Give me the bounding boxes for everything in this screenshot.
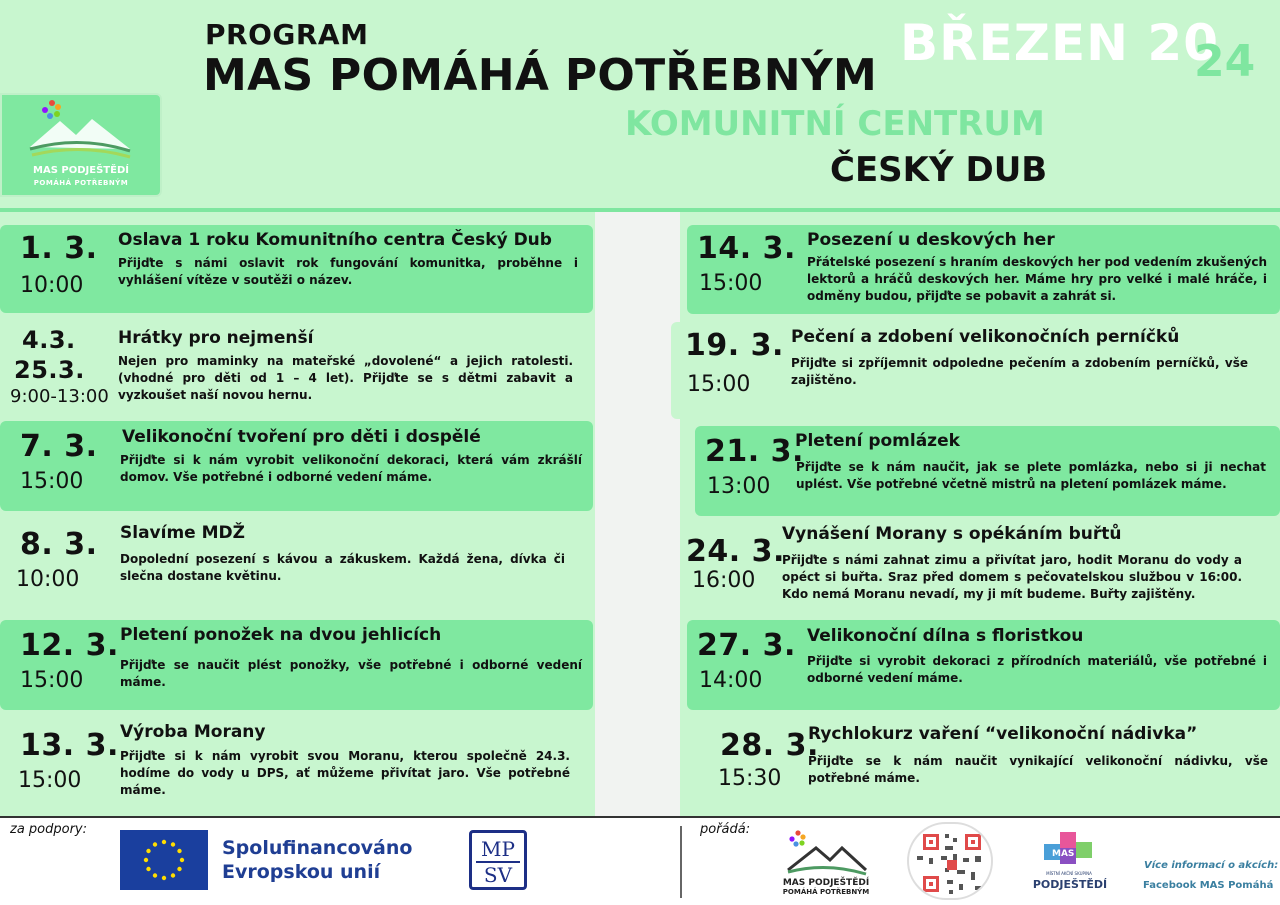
event-time: 10:00 [16,567,80,592]
header [0,0,1280,212]
event-card [687,225,1280,314]
more-info-label: Více informací o akcích: [1144,860,1279,871]
event-title: Vynášení Morany s opékáním buřtů [782,524,1122,544]
event-description: Přijďte si k nám vyrobit velikonoční dekoraci, která vám zkrášlí domov. Vše potřebné i odborné vedení máme. [120,453,582,484]
event-date: 8. 3. [20,527,98,562]
event-time: 14:00 [699,668,763,693]
event-description: Dopolední posezení s kávou a zákuskem. Každá žena, dívka či slečna dostane květinu. [120,552,565,583]
event-time: 15:00 [20,469,84,494]
event-date: 24. 3. [686,534,785,569]
event-time: 15:30 [718,766,782,791]
mpsv-logo [469,830,527,890]
event-card [0,421,593,511]
mpsv-bottom: SV [476,861,520,887]
event-description: Přijďte s námi oslavit rok fungování komunitka, proběhne i vyhlášení vítěze v soutěži o název. [118,256,578,287]
eu-text-line-1: Spolufinancováno [222,837,413,859]
event-date: 19. 3. [685,328,784,363]
event-date: 21. 3. [705,434,804,469]
event-date: 14. 3. [697,231,796,266]
event-description: Přijďte se naučit plést ponožky, vše potřebné i odborné vedení máme. [120,658,582,689]
event-card [687,620,1280,710]
footer [0,818,1280,905]
subtitle-city: ČESKÝ DUB [830,150,1048,190]
event-date: 12. 3. [20,628,119,663]
organizer-logo-line-1: MAS PODJEŠTĚDÍ [782,878,870,888]
event-time: 13:00 [707,474,771,499]
logo-text-2: POMÁHÁ POTŘEBNÝM [33,179,129,187]
event-time: 15:00 [699,271,763,296]
month-label: BŘEZEN 20 [900,14,1220,72]
event-description: Přijďte se k nám naučit vynikající velikonoční nádivku, vše potřebné máme. [808,754,1268,785]
middle-band [595,212,680,817]
year-suffix: 24 [1194,36,1256,87]
program-label: PROGRAM [205,18,369,51]
event-time: 15:00 [687,372,751,397]
mpsv-top: MP [481,837,515,861]
event-date: 7. 3. [20,429,98,464]
event-description: Nejen pro maminky na mateřské „dovolené“ a jejich ratolesti. (vhodné pro děti od 1 – 4 let). Přijďte se s dětmi zabavit a vyzkoušet naší novou hernu. [118,354,573,402]
mas-logo [0,93,162,197]
event-time: 15:00 [20,668,84,693]
eu-text-line-2: Evropskou unií [222,861,381,883]
event-description: Přátelské posezení s hraním deskových her pod vedením zkušených lektorů a hráčů deskových her. Máme hry pro velké i malé hráče, i odměny budou, přijďte se pobavit a zahrát si. [807,255,1267,303]
eu-flag-icon [120,830,208,890]
subtitle-community-center: KOMUNITNÍ CENTRUM [625,104,1045,144]
event-date: 4.3. [22,326,76,354]
organizer-label: pořádá: [700,822,751,837]
organizer-logo-line-2: POMÁHÁ POTŘEBNÝM [782,888,870,896]
event-date: 28. 3. [720,728,819,763]
event-description: Přijďte si k nám vyrobit svou Moranu, kterou společně 24.3. hodíme do vody u DPS, ať můžeme přivítat jaro. Vše potřebné máme. [120,749,570,797]
event-description: Přijďte si vyrobit dekoraci z přírodních materiálů, vše potřebné i odborné vedení máme. [807,654,1267,685]
event-title: Pletení ponožek na dvou jehlicích [120,625,442,645]
page-title: MAS POMÁHÁ POTŘEBNÝM [203,50,878,101]
event-date-2: 25.3. [14,356,85,384]
event-title: Velikonoční dílna s floristkou [807,626,1084,646]
event-card [0,620,593,710]
event-title: Slavíme MDŽ [120,523,245,543]
event-card [671,322,1280,419]
event-card [0,322,577,412]
event-card [680,520,1280,610]
event-description: Přijďte si zpříjemnit odpoledne pečením a zdobením perníčků, vše zajištěno. [791,356,1248,387]
puzzle-logo-icon [1038,826,1100,878]
event-date: 1. 3. [20,231,98,266]
event-title: Výroba Morany [120,722,266,742]
footer-separator [680,826,682,898]
qr-code-icon[interactable] [907,822,993,900]
event-card [706,718,1280,809]
event-time: 15:00 [18,768,82,793]
event-title: Hrátky pro nejmenší [118,328,314,348]
event-title: Oslava 1 roku Komunitního centra Český Dub [118,230,552,250]
event-card [0,519,577,609]
event-card [0,718,577,808]
event-date: 27. 3. [697,628,796,663]
support-label: za podpory: [10,822,88,837]
puzzle-letters: MAS [1052,849,1075,859]
puzzle-logo-text: PODJEŠTĚDÍ [1032,878,1108,891]
event-title: Velikonoční tvoření pro děti i dospělé [122,427,481,447]
event-title: Pletení pomlázek [795,431,960,451]
event-card [0,225,593,313]
event-time: 16:00 [692,568,756,593]
event-title: Rychlokurz vaření “velikonoční nádivka” [808,724,1198,744]
event-description: Přijďte s námi zahnat zimu a přivítat jaro, hodit Moranu do vody a opéct si buřta. Sraz před domem s pečovatelskou službou v 16:00. Kdo nemá Moranu nevadí, my ji mít budeme. Buřty zajištěny. [782,553,1242,601]
event-date: 13. 3. [20,728,119,763]
event-description: Přijďte se k nám naučit, jak se plete pomlázka, nebo si ji nechat uplést. Vše potřebné včetně mistrů na pletení pomlázek máme. [796,460,1266,491]
event-time: 10:00 [20,273,84,298]
event-title: Posezení u deskových her [807,230,1055,250]
event-time: 9:00-13:00 [10,386,109,407]
puzzle-small-text: MÍSTNÍ AKČNÍ SKUPINA [1046,871,1092,876]
logo-text-1: MAS PODJEŠTĚDÍ [33,165,129,176]
event-card [695,426,1280,516]
eu-cofinanced-text [222,836,412,884]
organizer-logo-text [780,878,872,896]
event-title: Pečení a zdobení velikonočních perníčků [791,327,1180,347]
facebook-link[interactable]: Facebook MAS Pomáhá [1143,880,1274,891]
